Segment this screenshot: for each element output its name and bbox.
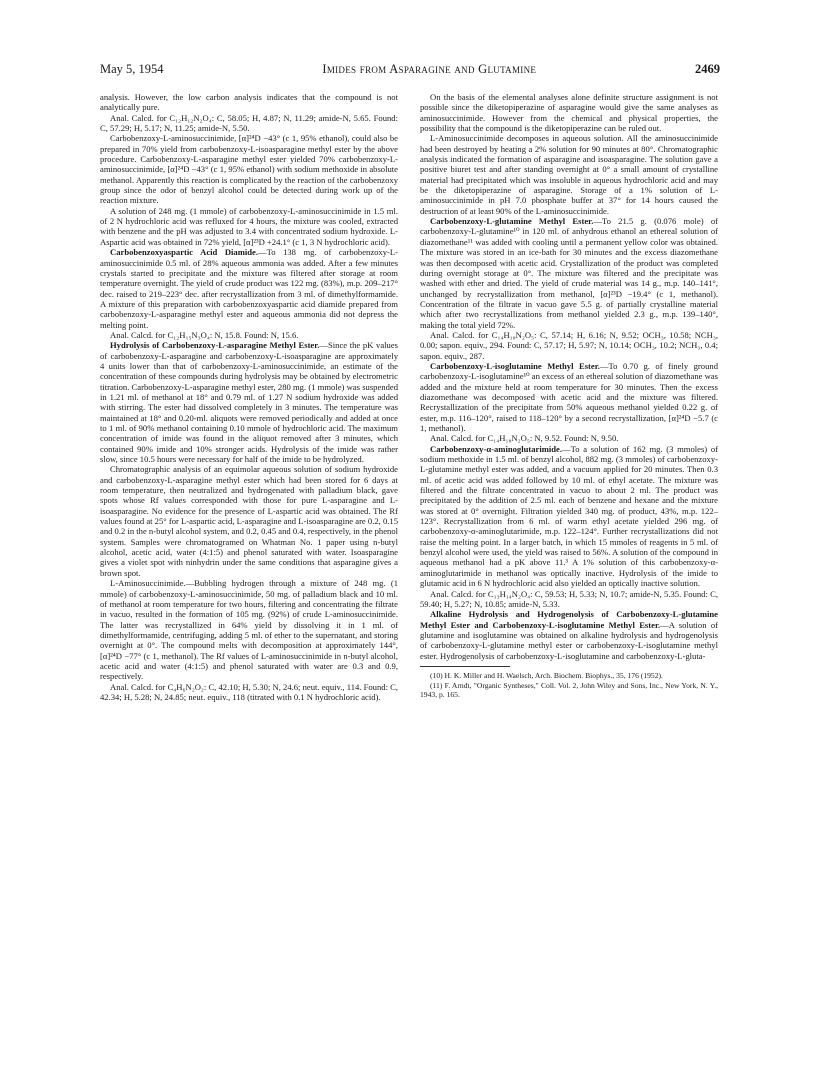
paragraph — [100, 330, 398, 340]
paragraph-text: analysis. However, the low carbon analysis indicates that the compound is not analytically pure. — [100, 92, 398, 113]
paragraph-text: Anal. Calcd. for C₁₂H₁₅N₃O₄: N, 15.8. Found: N, 15.6. — [110, 329, 299, 340]
paragraph — [420, 433, 718, 443]
paragraph-text: —To 0.70 g. of finely ground carbobenzoxy-L-isoglutamine¹⁰ an excess of an ethereal solution of diazomethane was added and the mixture held at room temperature for 30 minutes. Then the excess diazomethane was decomposed with acetic acid and the mixture was filtered. Recrystallization of the precipitate from 50% aqueous methanol yielded 0.22 g. of ester, m.p. 116–120°, raised to 118–120° by a second recrystallization, [α]²⁴D −5.7 (c 1, methanol). — [420, 360, 718, 433]
paragraph-text: Anal. Calcd. for C₁₃H₁₄N₂O₄: C, 59.53; H, 5.33; N, 10.7; amide-N, 5.35. Found: C, 59.40; H, 5.27; N, 10.85; amide-N, 5.33. — [420, 588, 718, 609]
paragraph — [100, 206, 398, 247]
footnote: (11) F. Arndt, "Organic Syntheses," Coll. Vol. 2, John Wiley and Sons, Inc., New York, N. Y., 1943, p. 165. — [420, 680, 718, 700]
paragraph — [100, 113, 398, 134]
paragraph-text: —A solution of glutamine and isoglutamine was obtained on alkaline hydrolysis and hydrogenolysis of carbobenzoxy-L-glutamine methyl ester or carbobenzoxy-L-isoglutamine methyl ester. Hydrogenolysis of carbobenzoxy-L-isoglutamine and carbobenzoxy-L-gluta- — [420, 619, 719, 661]
paragraph — [100, 464, 398, 578]
paragraph-text: Anal. Calcd. for C₁₄H₁₈N₂O₅: N, 9.52. Found: N, 9.50. — [430, 433, 619, 444]
paragraph-text: Anal. Calcd. for C₄H₆N₂O₂: C, 42.10; H, 5.30; N, 24.6; neut. equiv., 114. Found: C, 42.34; H, 5.28; N, 24.85; neut. equiv., 118 (titrated with 0.1 N hydrochloric acid). — [100, 681, 398, 702]
paragraph — [100, 340, 398, 464]
paragraph — [420, 361, 718, 433]
paragraph — [420, 92, 718, 133]
section-heading: Carbobenzoxy-α-aminoglutarimide. — [430, 443, 563, 454]
paragraph-text: —To 21.5 g. (0.076 mole) of carbobenzoxy-L-glutamine¹⁰ in 120 ml. of anhydrous ethanol an ethereal solution of diazomethane¹¹ was added with cooling until a permanent yellow color was obtained. The mixture was stored in an ice-bath for 30 minutes and the excess diazomethane was then decomposed with acetic acid. Crystallization of the product was completed during overnight storage at 0°. The mixture was filtered and the precipitate was washed with ether and dried. The yield of crude material was 14 g., m.p. 140–141°, unchanged by recrystallization from methanol, [α]²³D −19.4° (c 1, methanol). Concentration of the filtrate in vacuo gave 5.5 g. of partially crystalline material which after two recrystallizations from methanol yielded 2.3 g., m.p. 139–140°, making the total yield 72%. — [420, 216, 718, 330]
paragraph — [420, 216, 718, 330]
section-heading: Carbobenzoxy-L-isoglutamine Methyl Ester. — [430, 360, 600, 371]
running-header — [100, 62, 720, 80]
paragraph-text: L-Aminosuccinimide.—Bubbling hydrogen through a mixture of 248 mg. (1 mmole) of carbobenzoxy-L-aminosuccinimide, 50 mg. of palladium black and 10 ml. of methanol at room temperature for two hours, filtering and concentrating the filtrate in vacuo, resulted in the formation of 105 mg. (92%) of crude L-aminosuccinimide. The latter was recrystallized in 64% yield by dissolving it in 1 ml. of dimethylformamide, centrifuging, adding 5 ml. of ether to the supernatant, and storing overnight at 0°. The compound melts with decomposition at approximately 144°, [α]²⁴D −77° (c 1, methanol). The Rf values of L-aminosuccinimide in n-butyl alcohol, acetic acid and water (4:1:5) and phenol saturated with water are 0.3 and 0.9, respectively. — [100, 578, 398, 682]
paragraph — [420, 133, 718, 216]
paragraph — [100, 133, 398, 205]
page-number: 2469 — [695, 62, 720, 76]
paragraph-text: Chromatographic analysis of an equimolar aqueous solution of sodium hydroxide and carbobenzoxy-L-asparagine methyl ester which had been stored for 6 days at room temperature, then neutralized and hydrogenated with palladium black, gave spots whose Rf values corresponded with those for pure L-asparagine and L-isoasparagine. No evidence for the presence of L-aspartic acid was obtained. The Rf values found at 25° for L-aspartic acid, L-asparagine and L-isoasparagine are 0.2, 0.15 and 0.2 in the n-butyl alcohol system, and 0.2, 0.45 and 0.4, respectively, in the phenol system. Samples were chromatogramed on Whatman No. 1 paper using n-butyl alcohol, acetic acid, water (4:1:5) and phenol saturated with water. Isoasparagine gives a violet spot with ninhydrin under the same conditions that asparagine gives a brown spot. — [100, 464, 399, 578]
section-heading: Carbobenzoxyaspartic Acid Diamide. — [110, 247, 259, 258]
paragraph — [100, 92, 398, 113]
section-heading: Hydrolysis of Carbobenzoxy-L-asparagine Methyl Ester. — [110, 340, 320, 351]
paragraph-text: On the basis of the elemental analyses alone definite structure assignment is not possible since the diketopiperazine of asparagine would give the same analyses as aminosuccinimide. However from the chemical and physical properties, the possibility that the compound is the diketopiperazine can be ruled out. — [420, 92, 718, 134]
paragraph-text: Anal. Calcd. for C₁₂H₁₂N₂O₄: C, 58.05; H, 4.87; N, 11.29; amide-N, 5.65. Found: C, 57.29; H, 5.17; N, 11.25; amide-N, 5.50. — [100, 112, 398, 134]
paragraph — [100, 247, 398, 330]
footnote-rule — [420, 666, 510, 667]
paragraph-text: Carbobenzoxy-L-aminosuccinimide, [α]²⁴D −43° (c 1, 95% ethanol), could also be prepared in 70% yield from carbobenzoxy-L-isoasparagine methyl ester by the above procedure. Carbobenzoxy-L-asparagine methyl ester yielded 70% carbobenzoxy-L-aminosuccinimide, [α]²⁴D −43° (c 1, 95% ethanol) with sodium methoxide in absolute methanol. Apparently this reaction is complicated by the reaction of the carbobenzoxy group since the odor of benzyl alcohol could be detected during work up of the reaction mixture. — [100, 133, 398, 206]
paragraph-text: —To 138 mg. of carbobenzoxy-L-aminosuccinimide 0.5 ml. of 28% aqueous ammonia was added. After a few minutes crystals started to precipitate and the mixture was filtered after storage at room temperature overnight. The yield of crude product was 122 mg. (83%), m.p. 209–217° dec. raised to 219–223° dec. after recrystallization from 3 ml. of dimethylformamide. A mixture of this preparation with carbobenzoxyaspartic acid diamide prepared from carbobenzoxy-L-asparagine methyl ester and aqueous ammonia did not depress the melting point. — [100, 247, 398, 330]
header-date: May 5, 1954 — [100, 62, 164, 76]
paragraph — [420, 444, 718, 589]
right-column — [420, 92, 718, 700]
paragraph — [100, 578, 398, 681]
paragraph — [420, 609, 718, 661]
section-heading: Carbobenzoxy-L-glutamine Methyl Ester. — [430, 216, 594, 227]
paragraph-text: A solution of 248 mg. (1 mmole) of carbobenzoxy-L-aminosuccinimide in 1.5 ml. of 2 N hydrochloric acid was refluxed for 4 hours, the mixture was cooled, extracted with benzene and the pH was adjusted to 3.4 with concentrated sodium hydroxide. L-Aspartic acid was obtained in 72% yield, [α]²³D +24.1° (c 1, 3 N hydrochloric acid). — [100, 205, 398, 247]
paragraph-text: —Since the pK values of carbobenzoxy-L-asparagine and carbobenzoxy-L-isoasparagine are approximately 4 units lower than that of carbobenzoxy-L-aminosuccinimide, an estimate of the concentration of these compounds during hydrolysis may be obtained by electrometric titration. Carbobenzoxy-L-asparagine methyl ester, 280 mg. (1 mmole) was suspended in 1.21 ml. of methanol at 18° and 0.79 ml. of 1.27 N sodium hydroxide was added with stirring. The ester had dissolved completely in 3 minutes. The temperature was maintained at 18° and 0.20-ml. aliquots were removed periodically and added at once to 1 ml. of 90% methanol containing 0.10 mmole of hydrochloric acid. The maximum concentration of imide was found in the aliquot removed after 3 minutes, which contained 90% imide and 10% stronger acids. Hydrolysis of the imide was rather slow, since 10.5 hours were necessary for half of the imide to be hydrolyzed. — [100, 340, 398, 465]
footnote: (10) H. K. Miller and H. Waelsch, Arch. Biochem. Biophys., 35, 176 (1952). — [430, 670, 663, 680]
section-heading: Alkaline Hydrolysis and Hydrogenolysis of Carbobenzoxy-L-glutamine Methyl Ester and Carbobenzoxy-L-isoglutamine Methyl Ester. — [420, 609, 718, 630]
header-title: Imides from Asparagine and Glutamine — [322, 62, 537, 76]
left-column — [100, 92, 398, 702]
paragraph — [100, 682, 398, 703]
paragraph-text: L-Aminosuccinimide decomposes in aqueous solution. All the aminosuccinimide had been destroyed by heating a 2% solution for 90 minutes at 80°. Chromatographic analysis indicated the formation of asparagine and isoasparagine. The solution gave a positive biuret test and after standing overnight at 0° a small amount of crystalline material had precipitated which was insoluble in aqueous hydrochloric acid and may be the diketopiperazine of asparagine. Storage of a 1% solution of L-aminosuccinimide in pH 7.0 phosphate buffer at 37° for 14 hours caused the destruction of at least 90% of the L-aminosuccinimide. — [420, 133, 718, 216]
paragraph-text: Anal. Calcd. for C₁₄H₁₈N₂O₅: C, 57.14; H, 6.16; N, 9.52; OCH₃, 10.58; NCH₃, 0.00; sapon. equiv., 294. Found: C, 57.17; H, 5.97; N, 10.14; OCH₃, 10.2; NCH₃, 0.4; sapon. equiv., 287. — [420, 329, 718, 361]
paragraph-text: —To a solution of 162 mg. (3 mmoles) of sodium methoxide in 1.5 ml. of benzyl alcohol, 882 mg. (3 mmoles) of carbobenzoxy-L-glutamine methyl ester was added, and a vacuum applied for 20 minutes. Then 0.3 ml. of acetic acid was added followed by 10 ml. of ethyl acetate. The mixture was filtered and the filtrate concentrated in vacuo to about 2 ml. The product was precipitated by the addition of 2.5 ml. each of benzene and hexane and the mixture was stored at 0° overnight. Filtration yielded 340 mg. of product, 43%, m.p. 122–123°. Recrystallization from 6 ml. of warm ethyl acetate yielded 296 mg. of carbobenzoxy-α-aminoglutarimide, m.p. 122–124°. Further recrystallizations did not raise the melting point. In a larger batch, in which 15 mmoles of reagents in 5 ml. of benzyl alcohol were used, the yield was raised to 56%. A solution of the compound in aqueous methanol had a pK above 11.³ A 1% solution of this carbobenzoxy-α-aminoglutarimide in methanol was optically inactive. Hydrolysis of the imide to glutamic acid in 6 N hydrochloric acid also yielded an optically inactive solution. — [420, 443, 718, 589]
paragraph — [420, 589, 718, 610]
paragraph — [420, 330, 718, 361]
